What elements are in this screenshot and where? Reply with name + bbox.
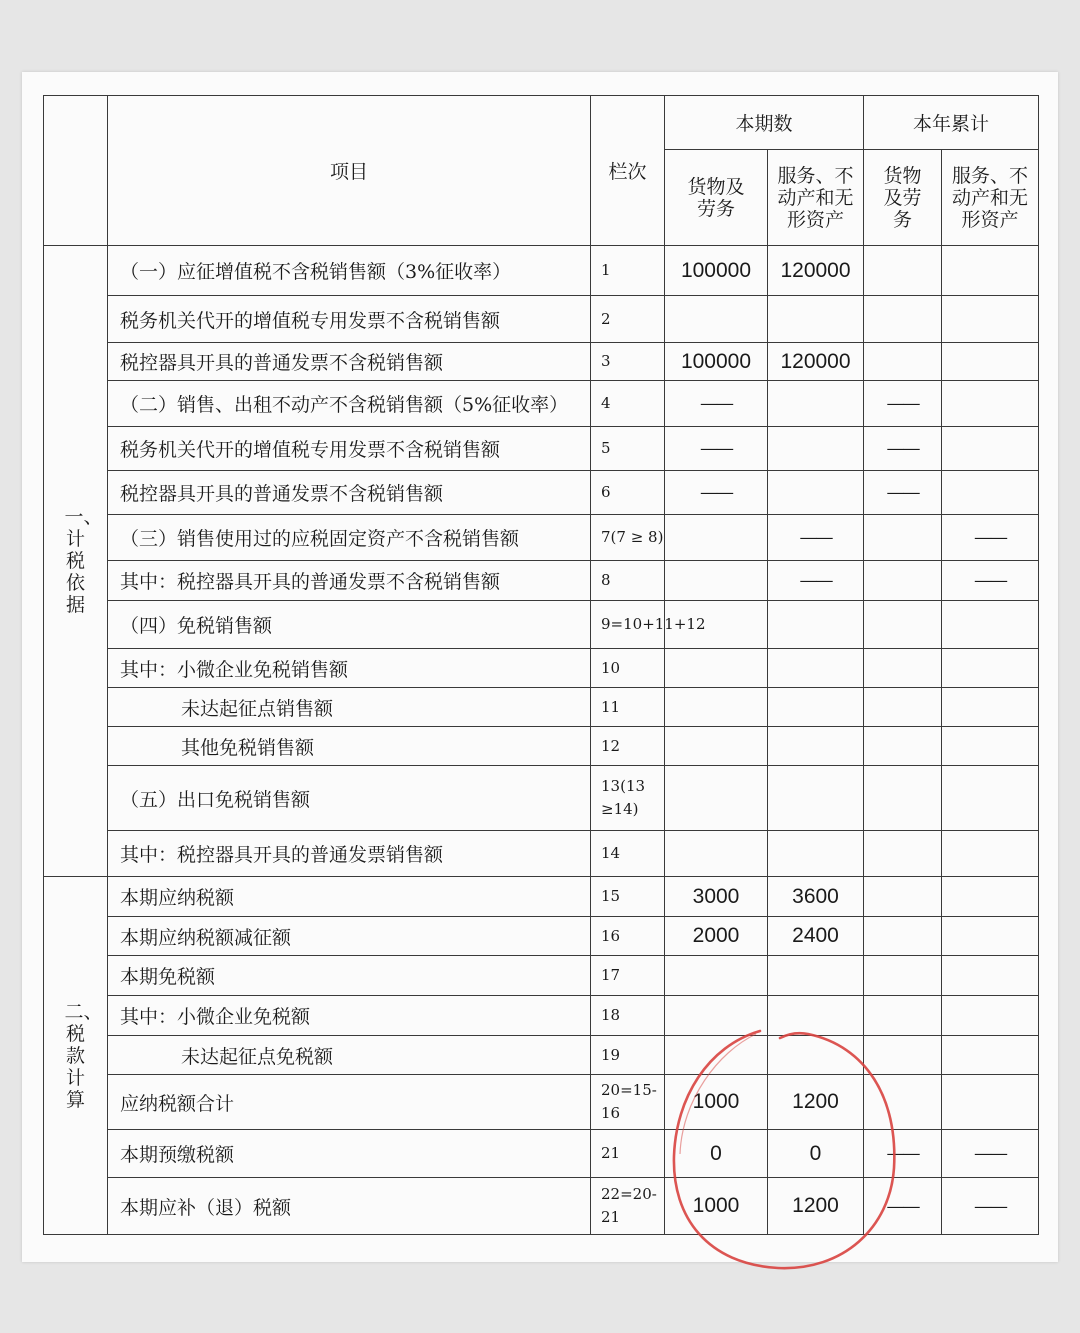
cell-goods-ytd [864, 877, 942, 917]
cell-services-current [768, 1036, 864, 1075]
item-label: 税务机关代开的增值税专用发票不含税销售额 [108, 427, 591, 471]
header-line-col: 栏次 [591, 96, 665, 246]
cell-goods-current [665, 296, 768, 343]
line-number: 5 [591, 427, 665, 471]
cell-services-ytd: —— [942, 515, 1039, 561]
header-services: 服务、不动产和无形资产 [768, 150, 864, 246]
cell-services-ytd [942, 1036, 1039, 1075]
cell-goods-current [665, 956, 768, 996]
cell-goods-current [665, 1036, 768, 1075]
header-project: 项目 [108, 96, 591, 246]
table-row [44, 427, 1039, 471]
cell-goods-current: —— [665, 471, 768, 515]
cell-services-ytd [942, 649, 1039, 688]
cell-goods-ytd [864, 831, 942, 877]
cell-services-ytd [942, 766, 1039, 831]
cell-services-current [768, 766, 864, 831]
table-row [44, 1075, 1039, 1130]
cell-goods-current: 2000 [665, 917, 768, 956]
cell-services-ytd: —— [942, 1130, 1039, 1178]
table-row [44, 877, 1039, 917]
item-label: （五）出口免税销售额 [108, 766, 591, 831]
line-number: 12 [591, 727, 665, 766]
cell-services-current [768, 688, 864, 727]
cell-services-current: —— [768, 561, 864, 601]
cell-goods-ytd [864, 649, 942, 688]
item-label: 应纳税额合计 [108, 1075, 591, 1130]
item-label: 其中：税控器具开具的普通发票销售额 [108, 831, 591, 877]
cell-services-current: 2400 [768, 917, 864, 956]
line-number: 17 [591, 956, 665, 996]
cell-services-current [768, 381, 864, 427]
item-label: 其中：税控器具开具的普通发票不含税销售额 [108, 561, 591, 601]
cell-services-current: 0 [768, 1130, 864, 1178]
table-row [44, 471, 1039, 515]
cell-goods-current: 1000 [665, 1178, 768, 1235]
table-row [44, 766, 1039, 831]
cell-goods-ytd [864, 601, 942, 649]
cell-goods-current: —— [665, 381, 768, 427]
cell-goods-current: 100000 [665, 246, 768, 296]
line-number: 6 [591, 471, 665, 515]
table-row [44, 1130, 1039, 1178]
item-label: 本期预缴税额 [108, 1130, 591, 1178]
cell-goods-ytd [864, 1075, 942, 1130]
table-row [44, 515, 1039, 561]
line-number: 16 [591, 917, 665, 956]
table-row [44, 343, 1039, 381]
cell-services-ytd [942, 1075, 1039, 1130]
cell-goods-ytd [864, 515, 942, 561]
table-row [44, 649, 1039, 688]
vat-return-table [43, 95, 1039, 1235]
item-label: 税控器具开具的普通发票不含税销售额 [108, 343, 591, 381]
line-number: 2 [591, 296, 665, 343]
cell-services-ytd [942, 727, 1039, 766]
line-number: 22=20-21 [591, 1178, 665, 1235]
line-number: 8 [591, 561, 665, 601]
cell-services-ytd [942, 996, 1039, 1036]
cell-services-current [768, 956, 864, 996]
cell-services-ytd [942, 471, 1039, 515]
cell-goods-ytd [864, 996, 942, 1036]
item-label: 其中：小微企业免税销售额 [108, 649, 591, 688]
cell-services-current [768, 427, 864, 471]
cell-goods-ytd: —— [864, 427, 942, 471]
cell-services-ytd [942, 381, 1039, 427]
cell-services-current [768, 601, 864, 649]
cell-goods-ytd [864, 917, 942, 956]
section-tax-basis [44, 246, 108, 877]
table-row [44, 956, 1039, 996]
cell-services-ytd [942, 688, 1039, 727]
line-number: 20=15-16 [591, 1075, 665, 1130]
table-row [44, 246, 1039, 296]
header-year-total: 本年累计 [864, 96, 1039, 150]
table-row [44, 727, 1039, 766]
table-row [44, 688, 1039, 727]
header-goods-ytd: 货物及劳务 [864, 150, 942, 246]
line-number: 10 [591, 649, 665, 688]
item-label: 其他免税销售额 [108, 727, 591, 766]
item-label: 未达起征点销售额 [108, 688, 591, 727]
cell-goods-current [665, 727, 768, 766]
item-label: 其中：小微企业免税额 [108, 996, 591, 1036]
cell-goods-ytd: —— [864, 1178, 942, 1235]
header-blank-corner [44, 96, 108, 246]
table-row [44, 917, 1039, 956]
cell-services-current [768, 649, 864, 688]
cell-services-ytd: —— [942, 1178, 1039, 1235]
section-label: 二、税款计算 [64, 1000, 103, 1111]
item-label: 本期免税额 [108, 956, 591, 996]
cell-services-current: —— [768, 515, 864, 561]
cell-goods-current [665, 766, 768, 831]
cell-services-ytd [942, 601, 1039, 649]
line-number: 4 [591, 381, 665, 427]
table-row [44, 561, 1039, 601]
table-row [44, 601, 1039, 649]
cell-services-ytd [942, 956, 1039, 996]
cell-goods-ytd: —— [864, 381, 942, 427]
cell-goods-ytd [864, 561, 942, 601]
line-number: 7(7 ≥ 8) [591, 515, 665, 561]
cell-services-ytd [942, 831, 1039, 877]
cell-services-current [768, 471, 864, 515]
cell-services-ytd [942, 246, 1039, 296]
table-row [44, 296, 1039, 343]
section-tax-calc [44, 877, 108, 1235]
line-number: 3 [591, 343, 665, 381]
cell-services-current: 3600 [768, 877, 864, 917]
item-label: （一）应征增值税不含税销售额（3%征收率） [108, 246, 591, 296]
cell-services-current [768, 831, 864, 877]
line-number: 11 [591, 688, 665, 727]
cell-goods-current: 3000 [665, 877, 768, 917]
line-number: 14 [591, 831, 665, 877]
cell-goods-ytd: —— [864, 471, 942, 515]
header-services-ytd: 服务、不动产和无形资产 [942, 150, 1039, 246]
header-row-top [44, 96, 1039, 150]
line-number: 9=10+11+12 [591, 601, 665, 649]
line-number: 13(13 ≥14) [591, 766, 665, 831]
cell-goods-ytd [864, 246, 942, 296]
table-row [44, 381, 1039, 427]
cell-goods-ytd [864, 688, 942, 727]
cell-services-current [768, 996, 864, 1036]
line-number: 21 [591, 1130, 665, 1178]
cell-goods-current: 1000 [665, 1075, 768, 1130]
cell-services-ytd [942, 427, 1039, 471]
cell-services-ytd [942, 877, 1039, 917]
cell-goods-current: —— [665, 427, 768, 471]
line-number: 19 [591, 1036, 665, 1075]
cell-goods-current [665, 831, 768, 877]
cell-services-ytd: —— [942, 561, 1039, 601]
cell-goods-ytd [864, 296, 942, 343]
item-label: 税控器具开具的普通发票不含税销售额 [108, 471, 591, 515]
line-number: 1 [591, 246, 665, 296]
cell-services-current: 1200 [768, 1178, 864, 1235]
table-row [44, 831, 1039, 877]
cell-services-ytd [942, 917, 1039, 956]
cell-goods-current [665, 649, 768, 688]
cell-goods-current [665, 561, 768, 601]
cell-goods-ytd [864, 343, 942, 381]
section-label: 一、计税依据 [64, 506, 103, 616]
line-number: 15 [591, 877, 665, 917]
item-label: 未达起征点免税额 [108, 1036, 591, 1075]
cell-goods-ytd [864, 956, 942, 996]
table-row [44, 996, 1039, 1036]
header-goods: 货物及劳务 [665, 150, 768, 246]
item-label: （二）销售、出租不动产不含税销售额（5%征收率） [108, 381, 591, 427]
cell-goods-ytd: —— [864, 1130, 942, 1178]
cell-goods-current: 0 [665, 1130, 768, 1178]
cell-goods-current: 100000 [665, 343, 768, 381]
cell-services-current [768, 727, 864, 766]
cell-goods-current [665, 996, 768, 1036]
cell-services-current [768, 296, 864, 343]
cell-goods-ytd [864, 727, 942, 766]
item-label: （四）免税销售额 [108, 601, 591, 649]
cell-goods-current [665, 515, 768, 561]
table-row [44, 1178, 1039, 1235]
item-label: 本期应纳税额 [108, 877, 591, 917]
cell-services-ytd [942, 343, 1039, 381]
table-row [44, 1036, 1039, 1075]
cell-goods-current [665, 688, 768, 727]
item-label: （三）销售使用过的应税固定资产不含税销售额 [108, 515, 591, 561]
cell-goods-ytd [864, 766, 942, 831]
item-label: 税务机关代开的增值税专用发票不含税销售额 [108, 296, 591, 343]
cell-goods-ytd [864, 1036, 942, 1075]
cell-services-current: 120000 [768, 246, 864, 296]
item-label: 本期应纳税额减征额 [108, 917, 591, 956]
cell-services-current: 1200 [768, 1075, 864, 1130]
cell-services-ytd [942, 296, 1039, 343]
line-number: 18 [591, 996, 665, 1036]
cell-services-current: 120000 [768, 343, 864, 381]
item-label: 本期应补（退）税额 [108, 1178, 591, 1235]
header-current-period: 本期数 [665, 96, 864, 150]
